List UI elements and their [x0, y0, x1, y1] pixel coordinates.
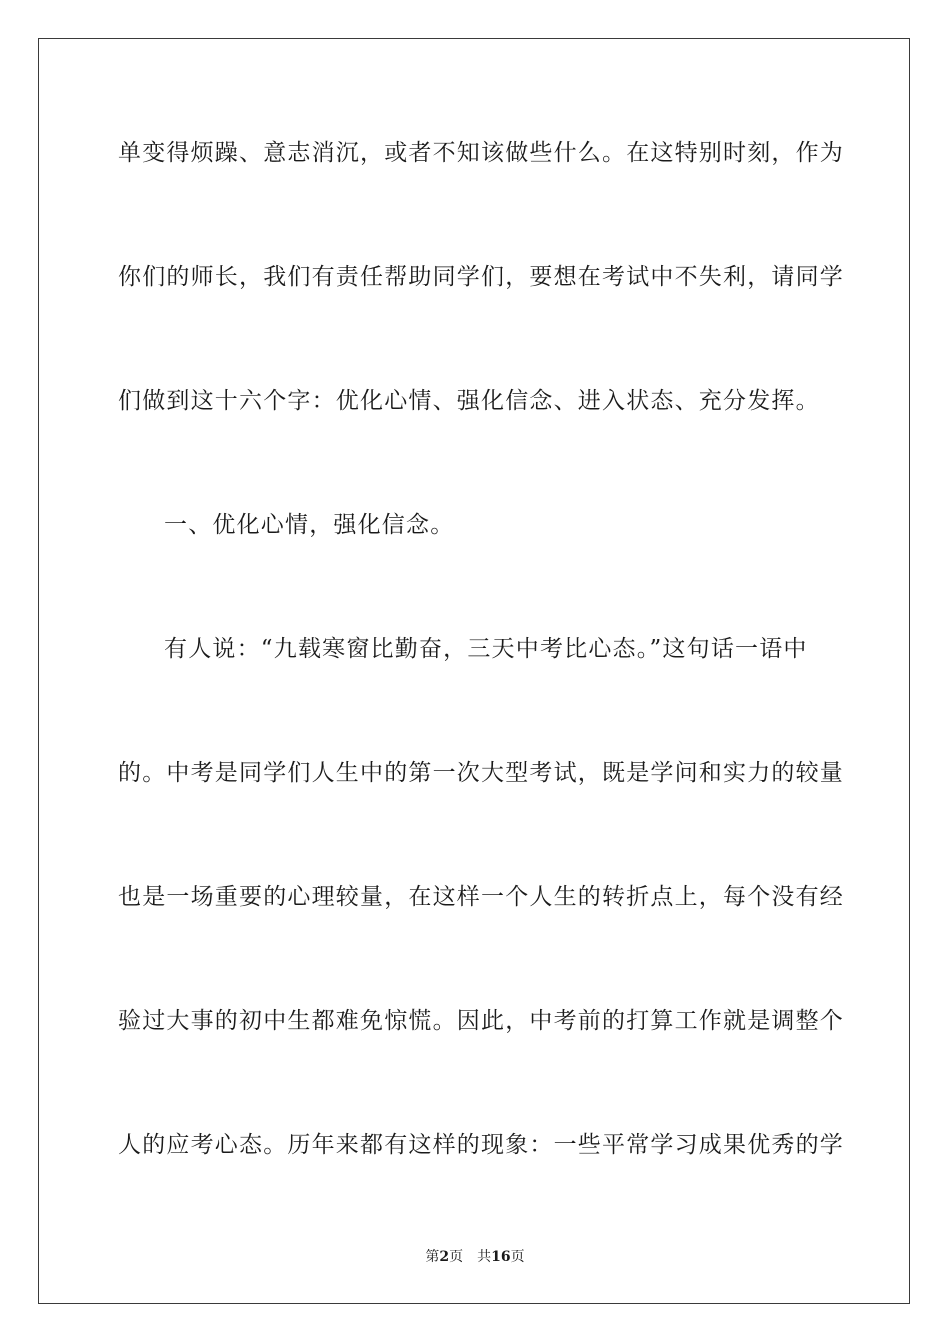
page-footer: [0, 1248, 950, 1266]
text-line: 有人说：“九载寒窗比勤奋，三天中考比心态。”这句话一语中: [164, 636, 808, 662]
page-suffix: 页: [449, 1249, 464, 1265]
page-current: 2: [439, 1249, 450, 1265]
total-prefix: 共: [477, 1249, 492, 1265]
text-line: 人的应考心态。历年来都有这样的现象：一些平常学习成果优秀的学: [118, 1132, 844, 1158]
text-line: 也是一场重要的心理较量，在这样一个人生的转折点上，每个没有经: [118, 884, 844, 910]
section-heading: 一、优化心情，强化信念。: [164, 512, 455, 538]
page-prefix: 第: [425, 1249, 440, 1265]
page-border: [38, 38, 910, 1304]
text-line: 单变得烦躁、意志消沉，或者不知该做些什么。在这特别时刻，作为: [118, 140, 844, 166]
text-line: 验过大事的初中生都难免惊慌。因此，中考前的打算工作就是调整个: [118, 1008, 844, 1034]
page-total: 16: [491, 1249, 511, 1265]
text-line: 的。中考是同学们人生中的第一次大型考试，既是学问和实力的较量: [118, 760, 844, 786]
total-suffix: 页: [510, 1249, 525, 1265]
text-line: 你们的师长，我们有责任帮助同学们，要想在考试中不失利，请同学: [118, 264, 844, 290]
text-line: 们做到这十六个字：优化心情、强化信念、进入状态、充分发挥。: [118, 388, 820, 414]
